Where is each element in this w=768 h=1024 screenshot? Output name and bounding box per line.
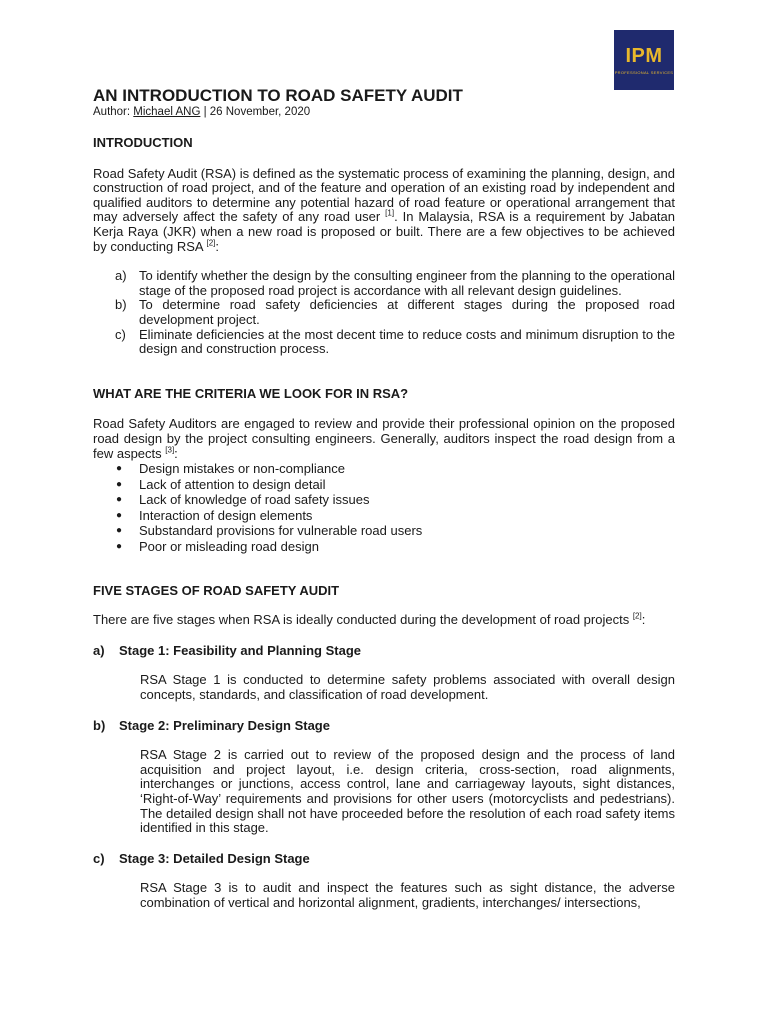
criteria-item: Interaction of design elements [139,507,313,523]
criteria-item: Lack of knowledge of road safety issues [139,492,370,508]
stage-title: Stage 3: Detailed Design Stage [119,850,310,866]
list-item [93,492,675,508]
criteria-item: Lack of attention to design detail [139,476,326,492]
list-marker: c) [115,326,126,342]
list-item [93,523,675,539]
list-item [93,461,675,477]
bullet-icon: ● [116,478,123,490]
criteria-item: Poor or misleading road design [139,539,319,555]
list-item [93,477,675,493]
criteria-list [93,461,675,555]
author-line [93,106,675,119]
objective-text: To identify whether the design by the consulting engineer from the planning to the operational stage of the proposed road project is accordance with all relevant design guidelines. [139,268,675,298]
intro-text-1: Road Safety Audit (RSA) is defined as the systematic process of examining the planning, design, and construction of road project, and of the feature and operation of an existing road by independent and qualified auditors to determine any potential hazard of road feature or operational arrangement that may adversely affect the safety of any road user [93,165,675,225]
stages-intro [93,613,675,628]
stage-marker: c) [93,850,105,866]
ipm-logo [614,30,674,90]
list-item [93,539,675,555]
list-item [93,328,675,357]
list-marker: a) [115,268,127,284]
stages-intro-text: There are five stages when RSA is ideally conducted during the development of road projects [93,612,633,628]
intro-text-3: : [215,238,219,254]
reference-2: [2] [206,238,216,248]
bullet-icon: ● [116,509,123,521]
criteria-text-1: Road Safety Auditors are engaged to review and provide their professional opinion on the proposed road design by the project consulting engineers. Generally, auditors inspect the road design from a few aspects [93,416,675,461]
document-title: AN INTRODUCTION TO ROAD SAFETY AUDIT [93,86,463,105]
stage-1-body: RSA Stage 1 is conducted to determine safety problems associated with overall design concepts, standards, and classification of road development. [140,672,675,703]
intro-text-2: . In Malaysia, RSA is a requirement by Jabatan Kerja Raya (JKR) when a new road is proposed or built. There are a few objectives to be achieved by conducting RSA [93,209,675,254]
reference-2b: [2] [632,611,642,621]
introduction-heading: INTRODUCTION [93,135,193,150]
reference-1: [1] [385,209,395,219]
stage-marker: b) [93,717,106,733]
introduction-paragraph [93,167,675,255]
criteria-paragraph [93,417,675,461]
author-prefix: Author: [93,106,134,118]
list-marker: b) [115,297,127,313]
criteria-text-2: : [174,445,178,461]
objectives-list [93,269,675,357]
stages-intro-end: : [641,612,646,628]
stage-3-heading [93,852,675,867]
objective-text: To determine road safety deficiencies at different stages during the proposed road development project. [139,297,675,327]
document-body [93,86,675,911]
reference-3: [3] [165,445,175,455]
stage-2-heading [93,719,675,734]
criteria-item: Substandard provisions for vulnerable road users [139,523,423,539]
bullet-icon: ● [116,541,123,553]
criteria-item: Design mistakes or non-compliance [139,461,345,477]
author-name-link[interactable]: Michael ANG [133,106,201,118]
logo-tagline: PROFESSIONAL SERVICES [614,69,674,75]
stages-heading: FIVE STAGES OF ROAD SAFETY AUDIT [93,582,340,598]
list-item [93,269,675,298]
author-date: | 26 November, 2020 [200,106,311,118]
stage-title: Stage 1: Feasibility and Planning Stage [119,642,361,658]
objective-text: Eliminate deficiencies at the most decent time to reduce costs and minimum disruption to the design and construction process. [139,326,675,357]
criteria-heading: WHAT ARE THE CRITERIA WE LOOK FOR IN RSA? [93,385,409,401]
list-item [93,298,675,327]
stage-1-heading [93,644,675,659]
list-item [93,508,675,524]
logo-mark: IPM [625,44,663,67]
stage-2-body: RSA Stage 2 is carried out to review of the proposed design and the process of land acquisition and project layout, i.e. design criteria, cross-section, road alignments, interchanges or junctions, access control, lane and carriageway layouts, sight distances, ‘Right-of-Way’ requirements and provisions for other users (motorcyclists and pedestrians). The detailed design shall not have proceeded before the resolution of each road safety items identified in this stage. [140,747,675,836]
stage-title: Stage 2: Preliminary Design Stage [119,717,330,733]
stage-marker: a) [93,642,105,658]
bullet-icon: ● [116,463,123,475]
stage-3-body: RSA Stage 3 is to audit and inspect the features such as sight distance, the adverse combination of vertical and horizontal alignment, gradients, interchanges/ intersections, [140,880,675,910]
bullet-icon: ● [116,525,123,537]
bullet-icon: ● [116,494,123,506]
